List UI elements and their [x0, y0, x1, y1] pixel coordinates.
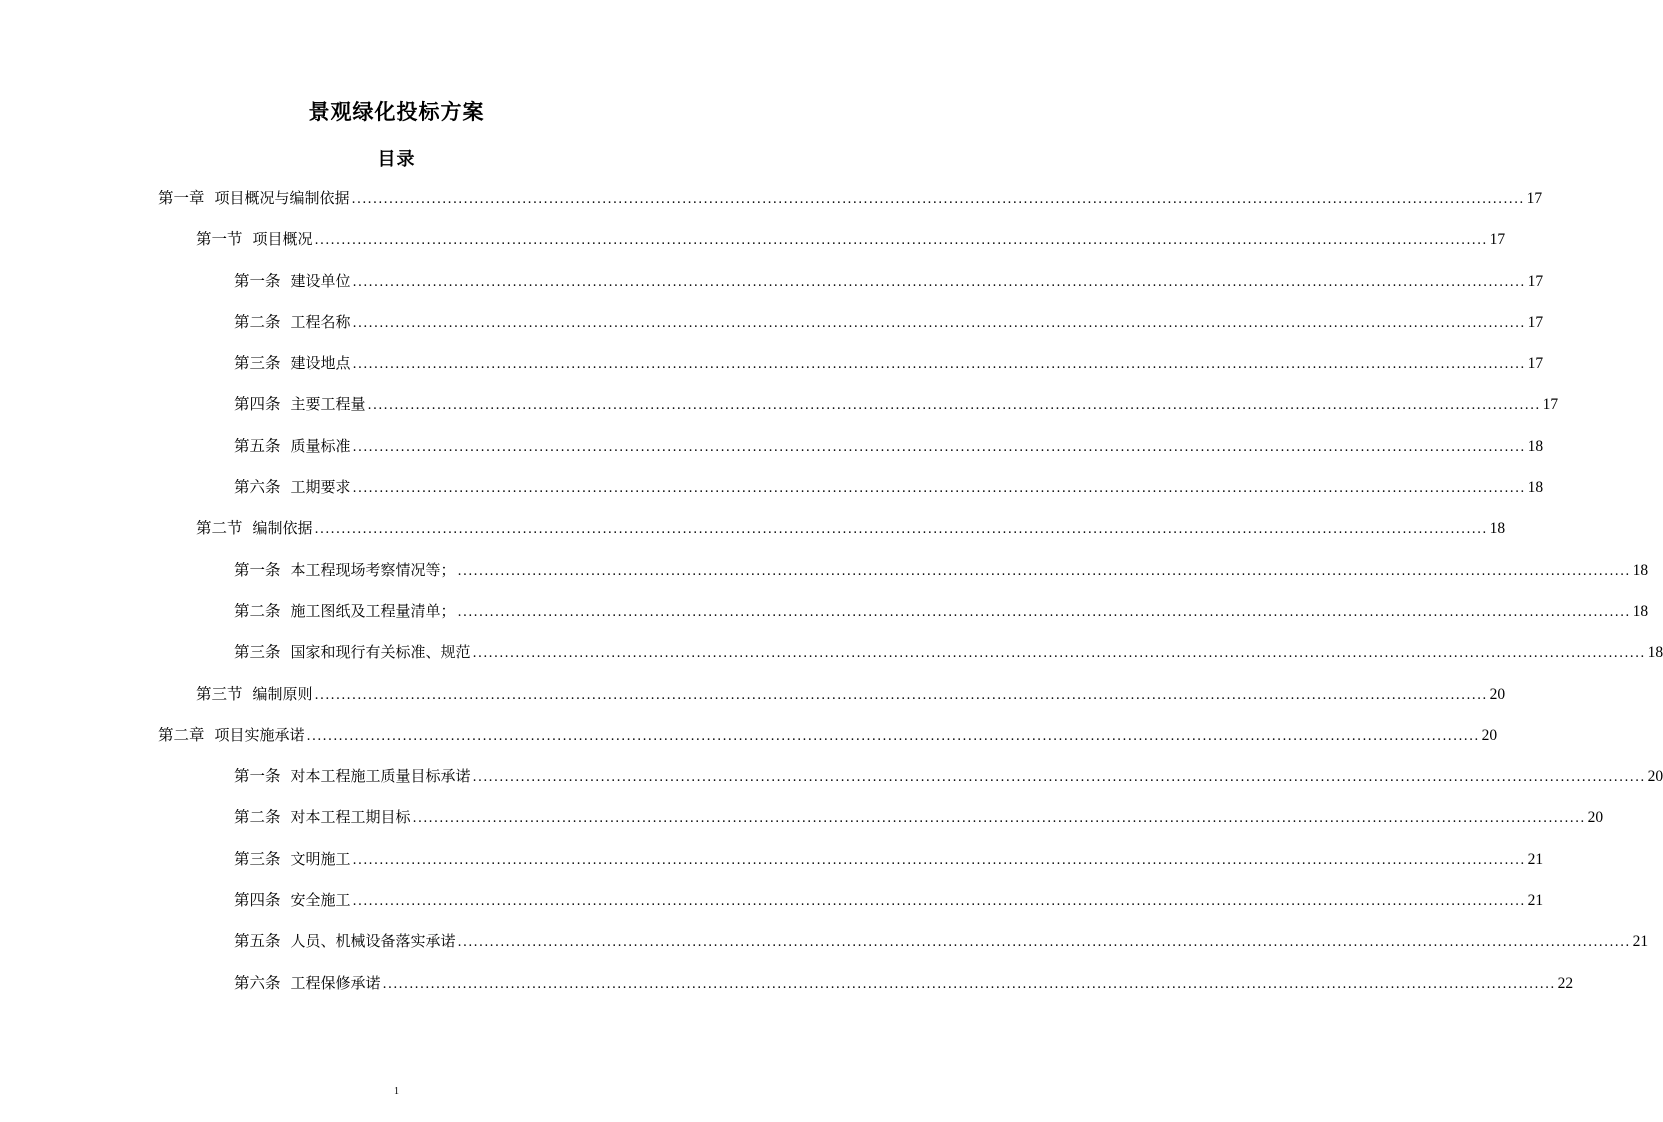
toc-entry-title: 工程保修承诺 [290, 973, 381, 992]
toc-entry-line [196, 680, 1506, 710]
toc-entry-page: 22 [1557, 974, 1574, 992]
toc-heading: 目录 [377, 149, 416, 170]
toc-dot-leader: ............................................................................................................................................................................................................................ [314, 233, 1488, 249]
toc-entry[interactable] [0, 762, 1663, 803]
toc-entry-page: 17 [1542, 396, 1559, 414]
toc-entry-number: 第六条 [234, 478, 281, 497]
toc-entry-title: 施工图纸及工程量清单； [290, 601, 456, 620]
toc-entry-line [234, 349, 1544, 379]
toc-entry-number: 第四条 [234, 395, 281, 414]
toc-dot-leader: ............................................................................................................................................................................................................................ [314, 522, 1488, 538]
toc-dot-leader: ............................................................................................................................................................................................................................ [367, 398, 1541, 414]
toc-entry-page: 20 [1647, 768, 1663, 786]
toc-dot-leader: ............................................................................................................................................................................................................................ [352, 357, 1526, 373]
toc-entry[interactable] [0, 597, 1649, 638]
toc-entry-line [234, 597, 1649, 627]
toc-entry[interactable] [0, 556, 1649, 597]
toc-entry-number: 第二章 [158, 725, 205, 744]
toc-entry-title: 主要工程量 [290, 395, 366, 414]
toc-entry-page: 20 [1587, 809, 1604, 827]
toc-dot-leader: ............................................................................................................................................................................................................................ [352, 894, 1526, 910]
toc-entry-title: 工期要求 [290, 478, 351, 497]
toc-dot-leader: ............................................................................................................................................................................................................................ [352, 315, 1526, 331]
toc-entry-page: 20 [1489, 685, 1506, 703]
toc-entry-page: 21 [1527, 850, 1544, 868]
toc-entry-page: 18 [1489, 520, 1506, 538]
toc-entry-page: 18 [1527, 479, 1544, 497]
toc-entry-line [234, 803, 1604, 833]
toc-entry-line [234, 267, 1544, 297]
toc-entry-line [196, 514, 1506, 544]
toc-entry-page: 20 [1481, 726, 1498, 744]
toc-entry-line [234, 969, 1574, 999]
toc-entry-line [158, 184, 1543, 214]
toc-entry-title: 项目概况 [252, 230, 313, 249]
toc-entry-number: 第二节 [196, 519, 243, 538]
toc-entry[interactable] [0, 927, 1649, 968]
toc-entry-number: 第一条 [234, 767, 281, 786]
toc-entry-title: 编制原则 [252, 684, 313, 703]
toc-entry-page: 18 [1632, 602, 1649, 620]
toc-dot-leader: ............................................................................................................................................................................................................................ [314, 687, 1488, 703]
toc-entry-title: 编制依据 [252, 519, 313, 538]
toc-entry-line [234, 638, 1663, 668]
toc-entry[interactable] [0, 886, 1544, 927]
toc-entry[interactable] [0, 638, 1663, 679]
toc-entry-line [234, 927, 1649, 957]
toc-entry-line [234, 762, 1663, 792]
toc-entry-title: 项目概况与编制依据 [214, 189, 350, 207]
toc-entry-line [234, 432, 1544, 462]
toc-entry-page: 17 [1489, 231, 1506, 249]
toc-entry-number: 第一节 [196, 230, 243, 249]
toc-entry[interactable] [0, 514, 1506, 555]
document-title: 景观绿化投标方案 [308, 100, 485, 124]
toc-entry-page: 21 [1527, 892, 1544, 910]
toc-entry-title: 本工程现场考察情况等； [290, 560, 456, 579]
toc-entry-title: 安全施工 [290, 891, 351, 910]
toc-dot-leader: ............................................................................................................................................................................................................................ [457, 604, 1631, 620]
toc-entry[interactable] [0, 432, 1544, 473]
toc-entry-title: 国家和现行有关标准、规范 [290, 643, 471, 662]
toc-entry-line [234, 886, 1544, 916]
toc-dot-leader: ............................................................................................................................................................................................................................ [352, 274, 1526, 290]
toc-entry-number: 第三条 [234, 354, 281, 373]
toc-entry-number: 第三条 [234, 643, 281, 662]
toc-entry-page: 21 [1632, 933, 1649, 951]
toc-entry[interactable] [0, 721, 1498, 762]
toc-entry[interactable] [0, 225, 1506, 266]
toc-entry-number: 第四条 [234, 891, 281, 910]
toc-entry-title: 项目实施承诺 [214, 725, 305, 744]
toc-entry-title: 对本工程工期目标 [290, 808, 411, 827]
toc-entry-title: 建设地点 [290, 354, 351, 373]
toc-entry[interactable] [0, 803, 1604, 844]
toc-entry-title: 质量标准 [290, 436, 351, 455]
toc-entry[interactable] [0, 184, 1543, 225]
toc-entry-page: 17 [1527, 313, 1544, 331]
toc-entry-number: 第六条 [234, 973, 281, 992]
toc-entry-number: 第一章 [158, 189, 205, 207]
toc-entry[interactable] [0, 308, 1544, 349]
toc-entry-line [158, 721, 1498, 751]
toc-entry-number: 第三节 [196, 684, 243, 703]
toc-entry[interactable] [0, 267, 1544, 308]
toc-dot-leader: ............................................................................................................................................................................................................................ [457, 563, 1631, 579]
toc-entry[interactable] [0, 845, 1544, 886]
toc-entry-number: 第五条 [234, 436, 281, 455]
toc-entry-line [234, 473, 1544, 503]
toc-dot-leader: ............................................................................................................................................................................................................................ [412, 811, 1586, 827]
toc-dot-leader: ............................................................................................................................................................................................................................ [457, 935, 1631, 951]
toc-entry-page: 18 [1647, 644, 1663, 662]
toc-entry[interactable] [0, 349, 1544, 390]
toc-entry-number: 第二条 [234, 312, 281, 331]
toc-dot-leader: ............................................................................................................................................................................................................................ [306, 728, 1480, 744]
toc-dot-leader: ............................................................................................................................................................................................................................ [472, 646, 1646, 662]
toc-entry-title: 建设单位 [290, 271, 351, 290]
toc-entry-line [234, 390, 1559, 420]
toc-entry-line [196, 225, 1506, 255]
toc-entry-page: 17 [1526, 190, 1543, 207]
toc-entry-title: 文明施工 [290, 849, 351, 868]
toc-entry-number: 第二条 [234, 808, 281, 827]
toc-dot-leader: ............................................................................................................................................................................................................................ [352, 852, 1526, 868]
toc-entry-number: 第五条 [234, 932, 281, 951]
toc-entry-page: 17 [1527, 355, 1544, 373]
toc-entry[interactable] [0, 473, 1544, 514]
toc-entry-title: 工程名称 [290, 312, 351, 331]
toc-entry-title: 对本工程施工质量目标承诺 [290, 767, 471, 786]
toc-entry[interactable] [0, 680, 1506, 721]
table-of-contents [0, 184, 1663, 1010]
toc-entry-page: 17 [1527, 272, 1544, 290]
toc-entry-line [234, 308, 1544, 338]
toc-dot-leader: ............................................................................................................................................................................................................................ [351, 192, 1525, 207]
toc-entry-page: 18 [1632, 561, 1649, 579]
toc-entry-line [234, 845, 1544, 875]
toc-dot-leader: ............................................................................................................................................................................................................................ [472, 770, 1646, 786]
toc-entry-title: 人员、机械设备落实承诺 [290, 932, 456, 951]
toc-entry-page: 18 [1527, 437, 1544, 455]
toc-dot-leader: ............................................................................................................................................................................................................................ [352, 439, 1526, 455]
toc-entry[interactable] [0, 969, 1574, 1010]
toc-entry-line [234, 556, 1649, 586]
toc-entry-number: 第三条 [234, 849, 281, 868]
toc-entry-number: 第二条 [234, 601, 281, 620]
toc-dot-leader: ............................................................................................................................................................................................................................ [382, 976, 1556, 992]
toc-entry-number: 第一条 [234, 560, 281, 579]
toc-dot-leader: ............................................................................................................................................................................................................................ [352, 481, 1526, 497]
toc-entry-number: 第一条 [234, 271, 281, 290]
toc-entry[interactable] [0, 390, 1559, 431]
page-number: 1 [394, 1086, 399, 1097]
